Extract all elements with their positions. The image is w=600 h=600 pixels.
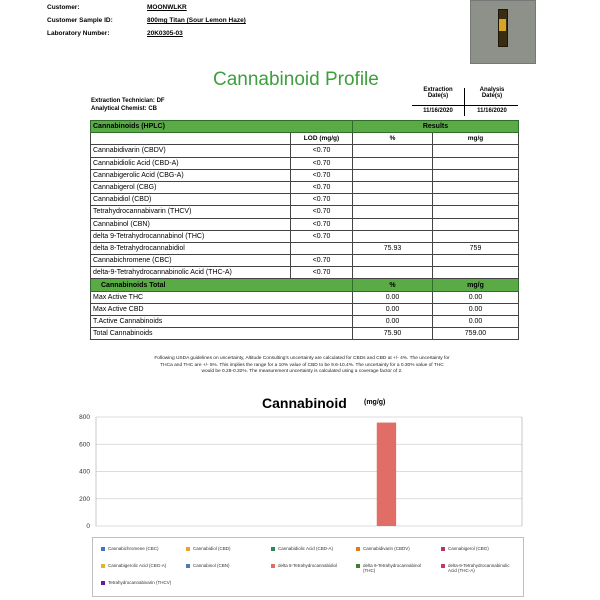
cannabinoid-table — [90, 120, 519, 340]
section-header-totals — [91, 279, 519, 291]
cannabinoid-name: Cannabidiol (CBD) — [91, 194, 291, 206]
lod-value: <0.70 — [291, 267, 353, 279]
percent-value — [353, 206, 433, 218]
totals-row — [91, 316, 519, 328]
table-row — [91, 267, 519, 279]
percent-value — [353, 145, 433, 157]
legend-item — [186, 546, 264, 551]
date-underline — [412, 105, 518, 106]
legend-swatch — [356, 564, 360, 568]
lod-value: <0.70 — [291, 181, 353, 193]
cannabinoid-name: Cannabigerolic Acid (CBG-A) — [91, 169, 291, 181]
lod-value: <0.70 — [291, 169, 353, 181]
page-title: Cannabinoid Profile — [213, 69, 379, 90]
legend-item — [186, 563, 264, 568]
legend-label: Cannabigerolic Acid (CBG-A) — [108, 563, 167, 568]
y-tick-label: 800 — [79, 414, 90, 421]
sample-id-label: Customer Sample ID: — [47, 17, 113, 24]
column-header-lod: LOD (mg/g) — [291, 133, 353, 145]
total-percent: 75.90 — [353, 328, 433, 340]
analysis-date-label-2: Date(s) — [481, 93, 503, 99]
chart-unit: (mg/g) — [364, 399, 386, 406]
mgg-value — [433, 157, 519, 169]
percent-value — [353, 157, 433, 169]
percent-value — [353, 230, 433, 242]
legend-label: Cannabinol (CBN) — [193, 563, 230, 568]
legend-item — [101, 563, 179, 568]
section-title-hplc: Cannabinoids (HPLC) — [91, 121, 353, 133]
cannabinoid-name: Tetrahydrocannabivarin (THCV) — [91, 206, 291, 218]
percent-value — [353, 169, 433, 181]
legend-swatch — [101, 564, 105, 568]
lod-value: <0.70 — [291, 218, 353, 230]
total-mgg: 0.00 — [433, 303, 519, 315]
extraction-technician: Extraction Technician: DF — [91, 98, 165, 104]
lod-value: <0.70 — [291, 145, 353, 157]
chart-title: Cannabinoid — [262, 395, 347, 411]
mgg-value: 759 — [433, 242, 519, 254]
legend-label: delta 8-Tetrahydrocannabidiol — [278, 563, 338, 568]
cannabinoid-name: delta-9-Tetrahydrocannabinolic Acid (THC-A) — [91, 267, 291, 279]
legend-swatch — [271, 564, 275, 568]
totals-header-pct: % — [353, 279, 433, 291]
mgg-value — [433, 181, 519, 193]
mgg-value — [433, 169, 519, 181]
sample-id-value: 800mg Titan (Sour Lemon Haze) — [147, 17, 246, 24]
percent-value — [353, 255, 433, 267]
cannabinoid-name: Cannabidiolic Acid (CBD-A) — [91, 157, 291, 169]
table-row — [91, 230, 519, 242]
customer-label: Customer: — [47, 4, 80, 11]
cannabinoid-name: delta 9-Tetrahydrocannabinol (THC) — [91, 230, 291, 242]
lab-number-label: Laboratory Number: — [47, 30, 110, 37]
cannabinoid-name: Cannabinol (CBN) — [91, 218, 291, 230]
column-header-name — [91, 133, 291, 145]
mgg-value — [433, 218, 519, 230]
legend-label: Cannabidiol (CBD) — [193, 546, 231, 551]
legend-label: delta 9-Tetrahydrocannabinol (THC) — [363, 563, 422, 573]
extraction-date-label-2: Date(s) — [427, 93, 449, 99]
legend-swatch — [186, 547, 190, 551]
extraction-date-label-1: Extraction — [423, 87, 453, 93]
table-row — [91, 169, 519, 181]
lod-value: <0.70 — [291, 157, 353, 169]
vial-label-band — [499, 19, 506, 31]
mgg-value — [433, 267, 519, 279]
legend-label: Cannabigerol (CBG) — [448, 546, 489, 551]
analytical-chemist: Analytical Chemist: CB — [91, 106, 158, 112]
legend-label: Cannabidiolic Acid (CBD-A) — [278, 546, 334, 551]
totals-header-mgg: mg/g — [433, 279, 519, 291]
section-header-hplc — [91, 121, 519, 133]
table-row — [91, 206, 519, 218]
sample-photo — [470, 0, 536, 64]
legend-item — [356, 563, 434, 573]
totals-row — [91, 291, 519, 303]
legend-item — [356, 546, 434, 551]
legend-item — [271, 563, 349, 568]
percent-value: 75.93 — [353, 242, 433, 254]
analysis-date-header — [466, 87, 518, 99]
legend-label: Cannabidivarin (CBDV) — [363, 546, 410, 551]
percent-value — [353, 181, 433, 193]
total-name: Max Active THC — [91, 291, 353, 303]
lab-number-value: 20K0305-03 — [147, 30, 183, 37]
y-tick-label: 0 — [86, 523, 90, 530]
mgg-value — [433, 145, 519, 157]
legend-swatch — [441, 547, 445, 551]
legend-label: delta-9-Tetrahydrocannabinolic Acid (THC-A) — [448, 563, 510, 573]
column-header-row — [91, 133, 519, 145]
chart-bar — [377, 423, 396, 526]
table-row — [91, 181, 519, 193]
y-tick-label: 400 — [79, 468, 90, 476]
note-line: THCa and THC are +/- 5%. This implies the range for a 10% value of CBD to be 9.6-10.4%. The uncertainty for a 0.30% value of THC — [160, 362, 444, 368]
totals-row — [91, 328, 519, 340]
legend-swatch — [101, 547, 105, 551]
legend-item — [441, 563, 519, 573]
legend-swatch — [101, 581, 105, 585]
uncertainty-note — [82, 356, 522, 376]
customer-value: MOONWLKR — [147, 4, 187, 11]
table-row — [91, 255, 519, 267]
column-header-pct: % — [353, 133, 433, 145]
legend-item — [101, 546, 179, 551]
cannabinoid-name: delta 8-Tetrahydrocannabidiol — [91, 242, 291, 254]
results-title: Results — [353, 121, 519, 133]
lod-value: <0.70 — [291, 230, 353, 242]
note-line: Following USDA guidelines on uncertainty, Altitude Consulting's uncertainty are calculated for CBDs and CBD at +/- 4%. The uncertainty for — [154, 356, 450, 361]
total-percent: 0.00 — [353, 291, 433, 303]
total-name: T.Active Cannabinoids — [91, 316, 353, 328]
legend-swatch — [186, 564, 190, 568]
analysis-date-label-1: Analysis — [479, 87, 505, 93]
mgg-value — [433, 255, 519, 267]
y-tick-label: 200 — [79, 495, 90, 503]
y-tick-label: 600 — [79, 441, 90, 449]
cannabinoid-name: Cannabigerol (CBG) — [91, 181, 291, 193]
total-mgg: 0.00 — [433, 316, 519, 328]
lod-value: <0.70 — [291, 206, 353, 218]
table-row — [91, 218, 519, 230]
analysis-date-value: 11/16/2020 — [477, 108, 507, 114]
table-row — [91, 157, 519, 169]
note-line: would be 0.28-0.32%. The measurement uncertainty is calculated using a coverage factor of 2. — [201, 369, 403, 374]
legend-swatch — [441, 564, 445, 568]
bar-chart — [60, 410, 530, 535]
table-row — [91, 242, 519, 254]
total-percent: 0.00 — [353, 316, 433, 328]
legend-swatch — [356, 547, 360, 551]
percent-value — [353, 267, 433, 279]
legend-item — [441, 546, 519, 551]
total-name: Max Active CBD — [91, 303, 353, 315]
total-name: Total Cannabinoids — [91, 328, 353, 340]
chart-legend — [92, 537, 524, 597]
mgg-value — [433, 230, 519, 242]
lod-value: <0.70 — [291, 194, 353, 206]
date-divider — [464, 88, 465, 116]
table-row — [91, 145, 519, 157]
cannabinoid-name: Cannabidivarin (CBDV) — [91, 145, 291, 157]
table-row — [91, 194, 519, 206]
lod-value — [291, 242, 353, 254]
totals-row — [91, 303, 519, 315]
legend-item — [101, 580, 179, 585]
lod-value: <0.70 — [291, 255, 353, 267]
total-mgg: 0.00 — [433, 291, 519, 303]
extraction-date-header — [412, 87, 464, 99]
extraction-date-value: 11/16/2020 — [423, 108, 453, 114]
section-title-totals: Cannabinoids Total — [91, 279, 353, 291]
legend-label: Tetrahydrocannabivarin (THCV) — [108, 580, 172, 585]
mgg-value — [433, 194, 519, 206]
total-percent: 0.00 — [353, 303, 433, 315]
legend-item — [271, 546, 349, 551]
total-mgg: 759.00 — [433, 328, 519, 340]
legend-swatch — [271, 547, 275, 551]
mgg-value — [433, 206, 519, 218]
legend-label: Cannabichromene (CBC) — [108, 546, 159, 551]
percent-value — [353, 194, 433, 206]
cannabinoid-name: Cannabichromene (CBC) — [91, 255, 291, 267]
column-header-mgg: mg/g — [433, 133, 519, 145]
percent-value — [353, 218, 433, 230]
